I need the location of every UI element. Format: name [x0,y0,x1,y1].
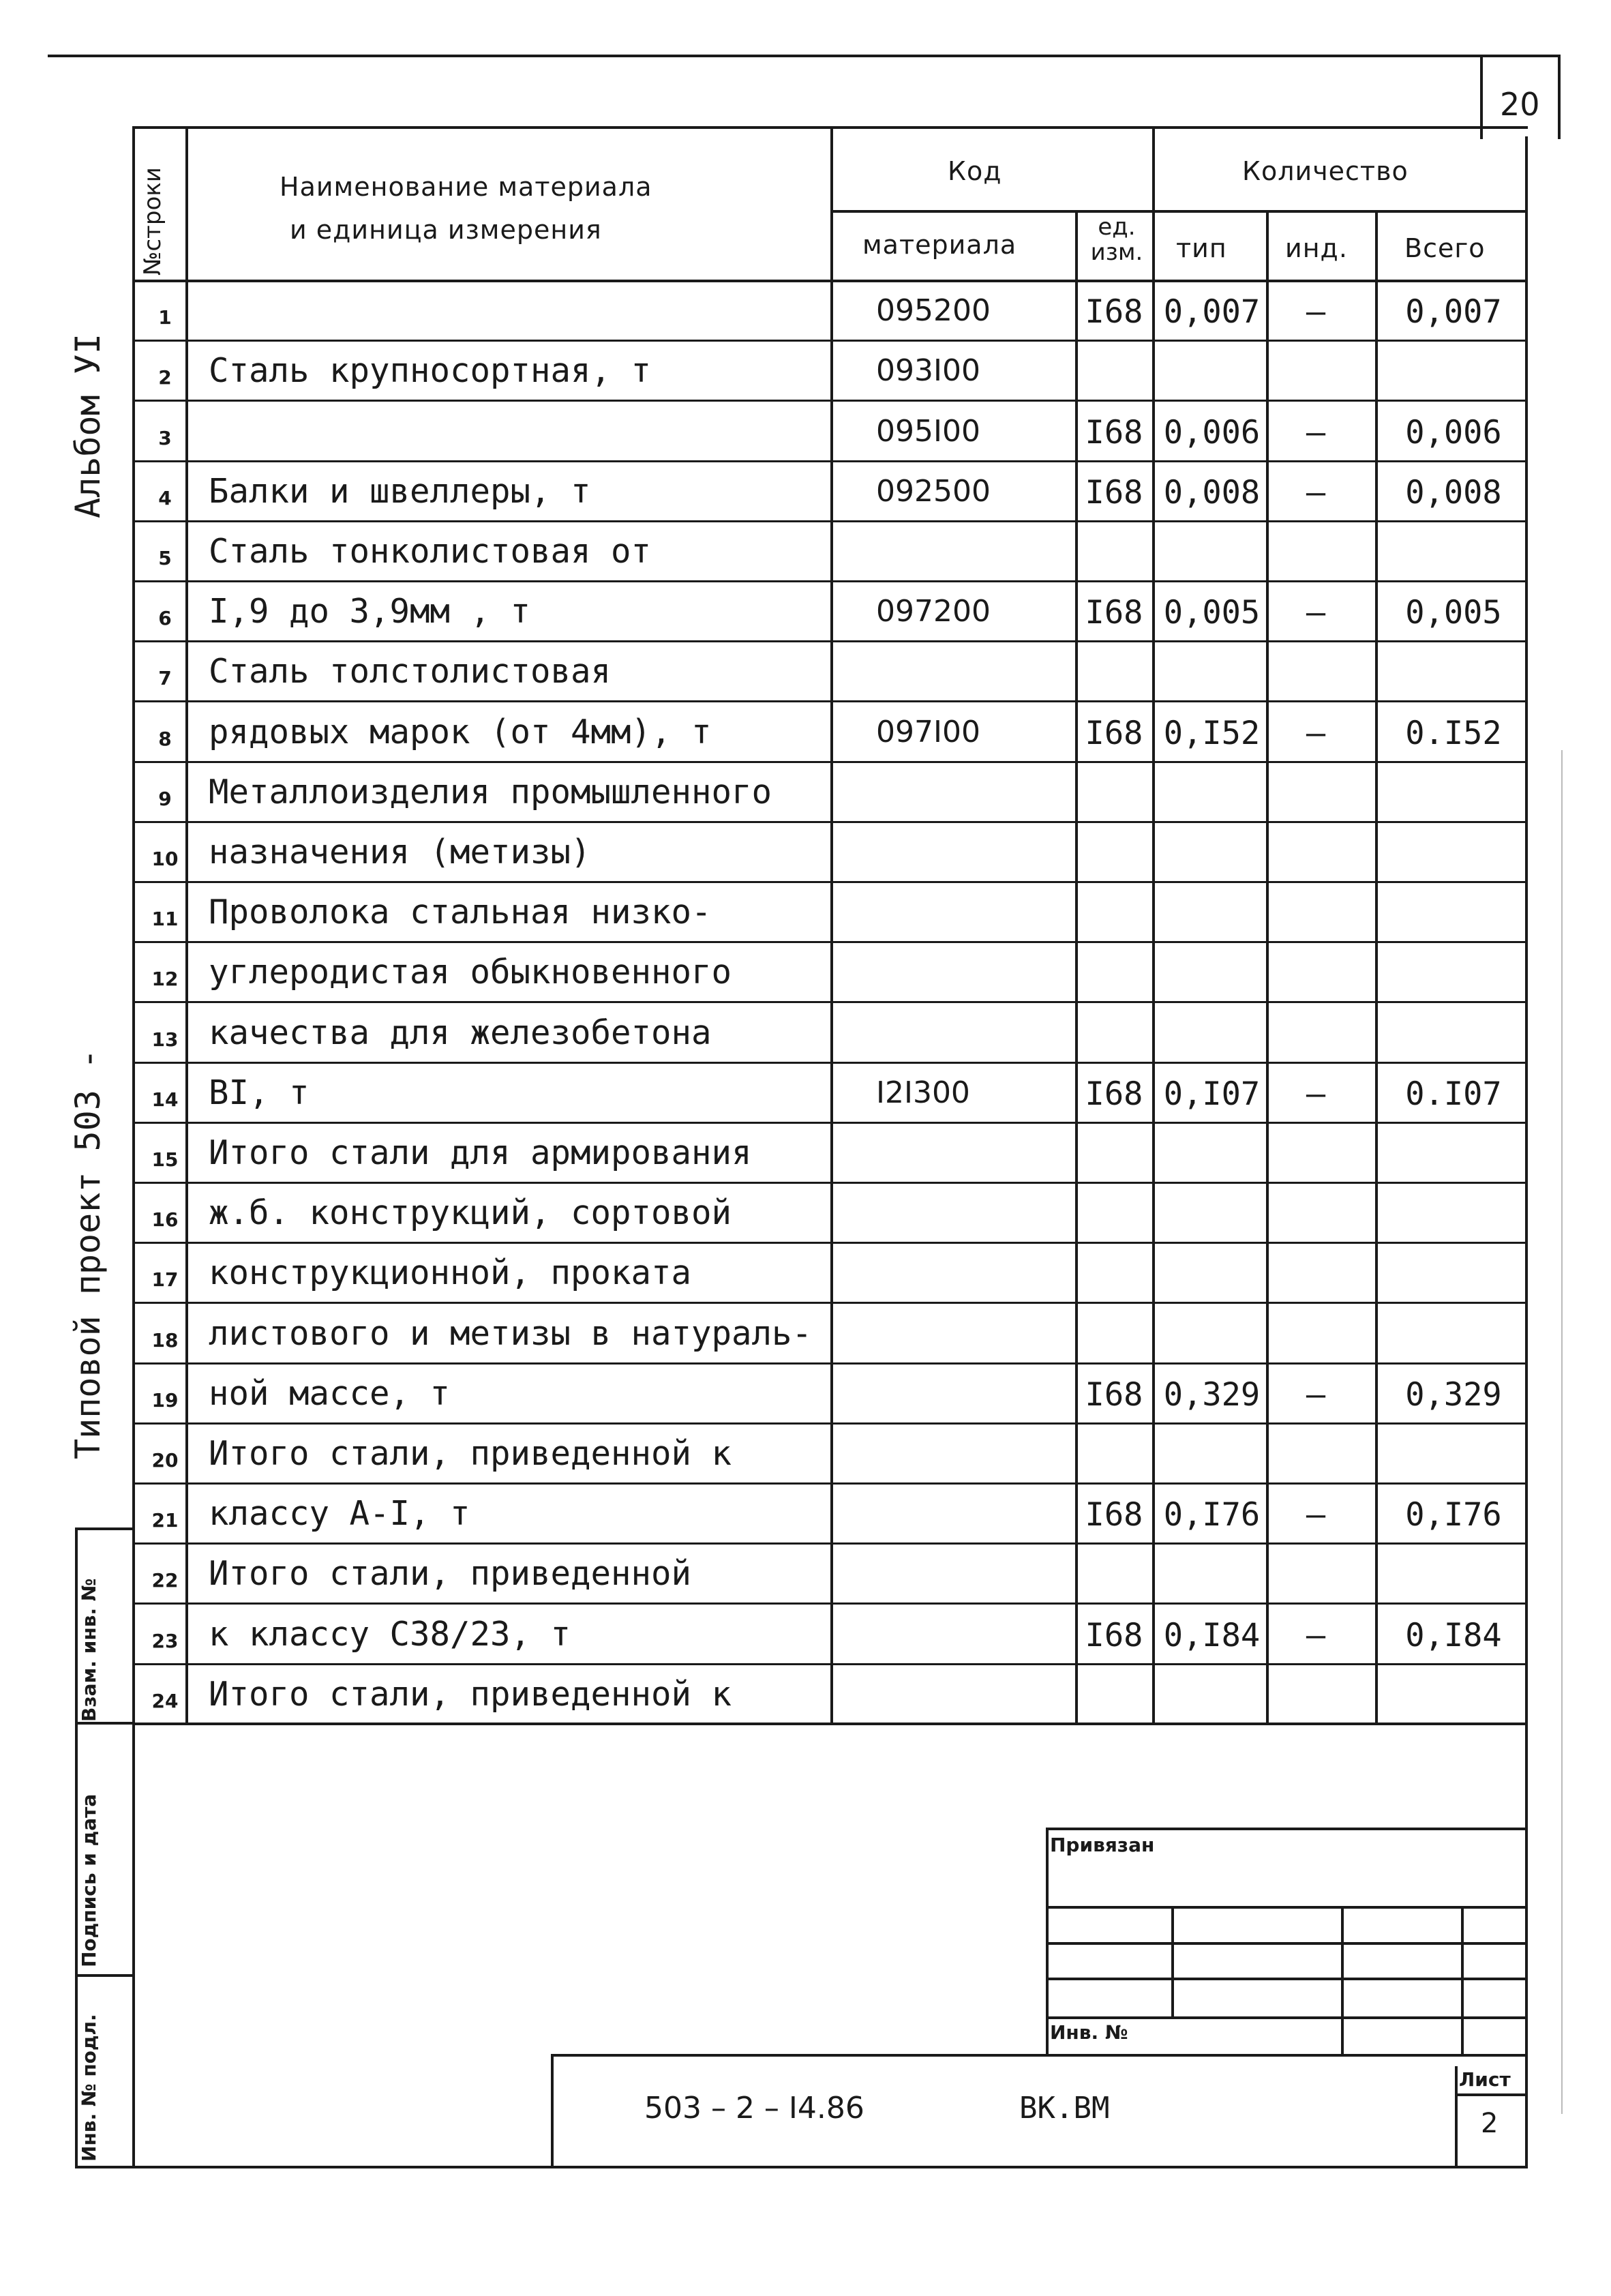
material-name: Балки и швеллеры, т [209,471,591,511]
header-name-line1: Наименование материала [280,172,652,202]
row-divider [132,1602,1528,1605]
row-divider [132,1242,1528,1244]
top-rule [48,55,1561,57]
material-name: Сталь крупносортная, т [209,351,652,391]
row-number: 17 [151,1268,179,1292]
qty-type: 0,008 [1163,473,1261,511]
qty-ind: – [1306,714,1326,752]
material-name: назначения (метизы) [209,833,591,871]
material-name: ной массе, т [209,1373,451,1413]
titleblock-col-3 [1461,1906,1464,2057]
unit-code: I68 [1085,714,1143,752]
unit-code: I68 [1085,413,1143,451]
row-divider [132,400,1528,402]
material-name: качества для железобетона [209,1013,712,1052]
qty-type: 0,I76 [1163,1496,1261,1534]
material-name: Итого стали, приведенной к [209,1674,732,1714]
row-divider [132,580,1528,582]
material-name: Сталь толстолистовая [209,652,612,691]
material-name: рядовых марок (от 4мм), т [209,712,712,751]
row-number: 12 [151,968,179,991]
row-divider [132,881,1528,883]
header-material: материала [862,230,1017,260]
material-name: конструкционной, проката [209,1253,692,1293]
qty-ind: – [1306,1075,1326,1113]
qty-ind: – [1306,473,1326,511]
unit-code: I68 [1085,1616,1143,1654]
row-number: 9 [158,787,172,810]
frame-bottom [75,2166,1528,2168]
unit-code: I68 [1085,473,1143,511]
material-name: ВI, т [209,1073,310,1112]
row-number: 7 [158,667,172,690]
material-code: 097200 [876,594,991,629]
row-number: 19 [151,1388,179,1412]
unit-code: I68 [1085,1375,1143,1414]
col-line-ind [1375,210,1378,1725]
row-number: 3 [158,426,172,449]
row-number: 24 [151,1689,179,1712]
stamp-inv-original: Инв. № подл. [78,2014,100,2162]
qty-total: 0,005 [1405,594,1502,632]
row-divider [132,1422,1528,1425]
qty-total: 0,006 [1405,413,1502,451]
row-number: 11 [151,908,179,931]
header-name-line2: и единица измерения [290,215,602,245]
qty-type: 0,I84 [1163,1616,1261,1654]
row-number: 18 [151,1328,179,1352]
margin-stamp-top [75,1527,135,1530]
designation-left [551,2054,554,2168]
row-number: 20 [151,1449,179,1472]
header-unit: ед. изм. [1090,213,1143,267]
header-total: Всего [1404,233,1486,263]
row-divider [132,1122,1528,1124]
unit-code: I68 [1085,1496,1143,1534]
row-number: 22 [151,1569,179,1592]
row-divider [132,700,1528,702]
material-name: Сталь тонколистовая от [209,532,652,571]
header-quantity: Количество [1242,156,1409,186]
row-divider [132,1302,1528,1304]
unit-code: I68 [1085,594,1143,632]
qty-ind: – [1306,1375,1326,1414]
row-number: 16 [151,1208,179,1232]
row-number: 4 [158,486,172,509]
row-number: 10 [151,848,179,870]
row-divider [132,1362,1528,1365]
row-number: 13 [151,1028,179,1051]
sheet-box-mid [1455,2093,1528,2096]
qty-ind: – [1306,413,1326,451]
row-number: 5 [158,547,172,569]
material-code: 097I00 [876,714,980,749]
qty-ind: – [1306,1616,1326,1654]
titleblock-col-2 [1341,1906,1344,2057]
row-divider [132,1542,1528,1545]
row-divider [132,1062,1528,1064]
sheet-label: Лист [1459,2068,1511,2091]
material-code: 095I00 [876,413,980,449]
material-name: Проволока стальная низко- [209,893,712,932]
header-ind: инд. [1285,233,1348,263]
qty-type: 0,329 [1163,1375,1261,1414]
material-code: 095200 [876,293,991,329]
material-name: классу А-I, т [209,1494,470,1534]
qty-type: 0,005 [1163,594,1261,632]
stamp-replaced-inv: Взам. инв. № [78,1578,100,1722]
titleblock-line-1 [1046,1906,1528,1909]
margin-stamp-sep2 [75,1974,135,1977]
album-label: Альбом УI [68,333,108,518]
row-divider [132,520,1528,522]
frame-right [1525,136,1528,2168]
row-divider [132,1663,1528,1665]
col-line-type [1266,210,1269,1725]
qty-type: 0,007 [1163,293,1261,331]
material-name: ж.б. конструкций, сортовой [209,1193,732,1233]
qty-type: 0,I07 [1163,1075,1261,1113]
row-number: 2 [158,366,172,389]
row-divider [132,640,1528,642]
row-number: 1 [158,306,172,329]
header-sub-line [830,210,1528,213]
col-line-unit [1152,126,1155,1725]
titleblock-line-2 [1046,1942,1528,1945]
header-code: Код [948,156,1002,186]
designation-top [551,2054,1528,2057]
qty-ind: – [1306,594,1326,632]
qty-ind: – [1306,293,1326,331]
row-number: 6 [158,607,172,630]
qty-total: 0,I84 [1405,1616,1502,1654]
titleblock-line-3 [1046,1978,1528,1980]
material-code: I2I300 [876,1075,970,1110]
designation: 503 – 2 – I4.86 [644,2091,864,2126]
page-number: 20 [1500,86,1540,123]
titleblock-line-4 [1046,2016,1528,2019]
frame-left [132,126,135,2168]
material-code: 093I00 [876,353,980,389]
qty-total: 0,008 [1405,473,1502,511]
sheet-box-left [1455,2066,1458,2168]
material-name: Металлоизделия промышленного [209,772,772,811]
col-line-name [830,126,833,1725]
table-bottom [132,1723,1528,1725]
page-number-box-right [1558,55,1561,139]
margin-stamp-sep1 [75,1722,135,1725]
scan-edge-mark [1561,750,1563,2114]
material-name: углеродистая обыкновенного [209,953,732,992]
qty-ind: – [1306,1496,1326,1534]
qty-type: 0,006 [1163,413,1261,451]
titleblock-top [1046,1828,1528,1830]
col-line-rownum [185,126,188,1725]
row-divider [132,460,1528,462]
stamp-signature-date: Подпись и дата [78,1793,100,1967]
row-number: 15 [151,1148,179,1171]
document-code: ВК.ВМ [1019,2091,1110,2126]
row-number: 14 [151,1088,179,1111]
material-name: листового и метизы в натураль- [209,1313,813,1353]
row-divider [132,340,1528,342]
row-divider [132,821,1528,823]
material-name: Итого стали для армирования [209,1133,752,1172]
project-label: Типовой проект 503 - [68,1048,108,1459]
qty-type: 0,I52 [1163,714,1261,752]
qty-total: 0,329 [1405,1375,1502,1414]
qty-total: 0.I07 [1405,1075,1502,1113]
row-divider [132,1001,1528,1003]
row-divider [132,941,1528,943]
qty-total: 0,007 [1405,293,1502,331]
inv-label: Инв. № [1050,2021,1128,2044]
sheet-number: 2 [1481,2108,1499,2139]
bound-label: Привязан [1050,1834,1155,1856]
qty-total: 0,I76 [1405,1496,1502,1534]
material-code: 092500 [876,473,991,509]
material-name: I,9 до 3,9мм , т [209,592,531,631]
material-name: Итого стали, приведенной [209,1554,692,1594]
titleblock-col-1 [1171,1906,1174,2016]
row-divider [132,761,1528,763]
row-divider [132,1182,1528,1184]
unit-code: I68 [1085,293,1143,331]
row-number: 21 [151,1509,179,1532]
qty-total: 0.I52 [1405,714,1502,752]
row-number: 23 [151,1629,179,1652]
row-number: 8 [158,727,172,750]
header-row-number: №строки [139,167,166,275]
unit-code: I68 [1085,1075,1143,1113]
header-type: тип [1176,233,1227,263]
material-name: к классу С38/23, т [209,1614,571,1654]
material-name: Итого стали, приведенной к [209,1434,732,1473]
row-divider [132,1482,1528,1485]
